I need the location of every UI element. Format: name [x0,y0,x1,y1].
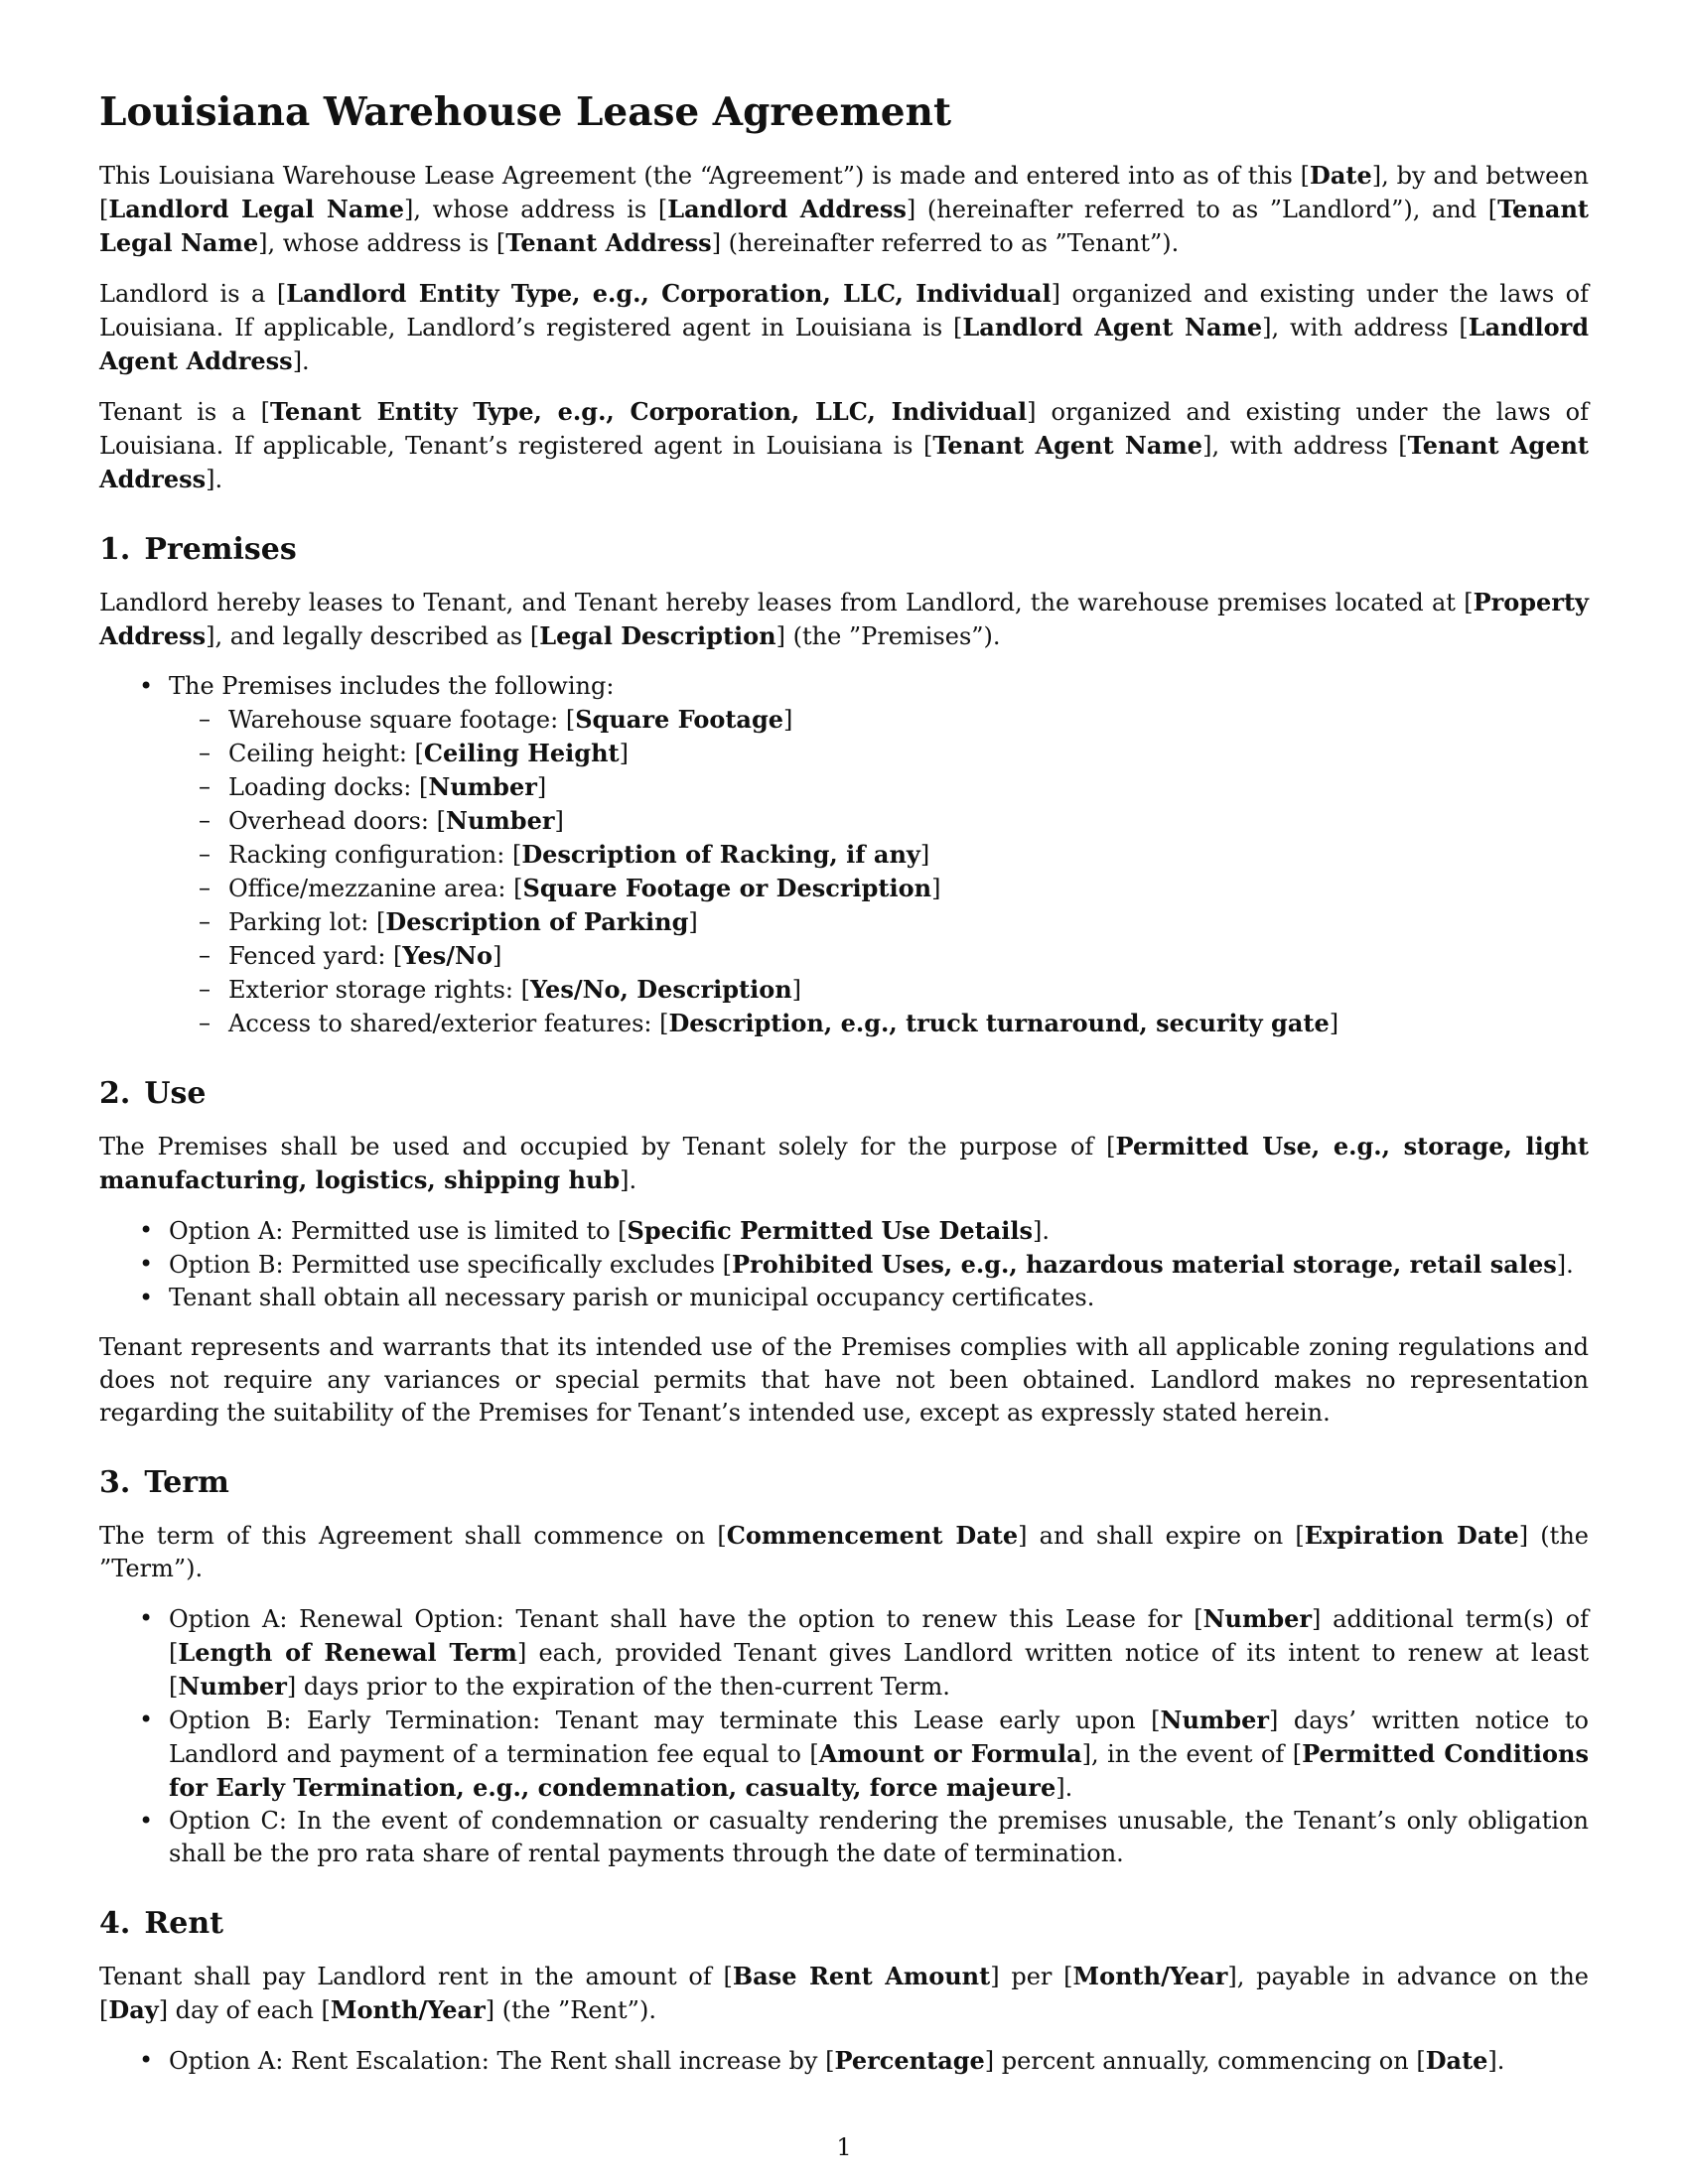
use-options-list [99,1214,1589,1314]
placeholder-field: Square Footage [575,705,784,734]
placeholder-field: Month/Year [330,1995,486,2024]
page-number: 1 [836,2133,852,2161]
placeholder-field: Number [1160,1706,1269,1734]
placeholder-field: Base Rent Amount [732,1962,991,1990]
placeholder-field: Ceiling Height [423,739,620,767]
term-option-a: • Option A: Renewal Option: Tenant shall have the option to renew this Lease for [Number] additional term(s) of [Length of Renewal Term] each, provided Tenant gives Landlord written notice of its intent to renew at least [Number] days prior to the expiration of the then-current Term. [99,1602,1589,1704]
intro-parties-paragraph: This Louisiana Warehouse Lease Agreement (the “Agreement”) is made and entered into as of this [Date], by and between [Landlord Legal Name], whose address is [Landlord Address] (hereinafter referred to as ”Landlord”), and [Tenant Legal Name], whose address is [Tenant Address] (hereinafter referred to as ”Tenant”). [99,161,1590,257]
placeholder-field: Day [108,1995,159,2024]
placeholder-field: Landlord Agent Address [99,313,1590,375]
premises-bullet [99,670,1589,1040]
section-term-heading [99,1463,1589,1503]
placeholder-field: Number [178,1672,287,1701]
section-title: Use [144,1076,207,1111]
intro-landlord-paragraph: Landlord is a [Landlord Entity Type, e.g., Corporation, LLC, Individual] organized and existing under the laws of Louisiana. If applicable, Landlord’s registered agent in Louisiana is [Landlord Agent Name], with address [Landlord Agent Address]. [99,279,1590,375]
placeholder-field: Tenant Agent Name [932,431,1203,460]
premises-paragraph: Landlord hereby leases to Tenant, and Tenant hereby leases from Landlord, the warehouse premises located at [Property Address], and legally described as [Legal Description] (the ”Premises”). [99,588,1589,650]
placeholder-field: Description of Racking, if any [521,840,920,869]
placeholder-field: Yes/No, Description [530,975,792,1004]
section-title: Rent [144,1906,224,1941]
placeholder-field: Legal Description [539,621,776,650]
term-option-b: • Option B: Early Termination: Tenant may terminate this Lease early upon [Number] days’ written notice to Landlord and payment of a termination fee equal to [Amount or Formula], in the event of [Permitted Conditions for Early Termination, e.g., condemnation, casualty, force majeure]. [99,1704,1589,1805]
section-number: 1. [99,532,131,567]
feature-item: – Parking lot: [Description of Parking] [169,905,1589,939]
feature-item: – Access to shared/exterior features: [Description, e.g., truck turnaround, security gate] [169,1007,1589,1040]
section-title: Term [144,1465,229,1500]
placeholder-field: Description, e.g., truck turnaround, security gate [668,1009,1330,1037]
placeholder-field: Permitted Conditions for Early Termination, e.g., condemnation, casualty, force majeure [169,1739,1589,1802]
placeholder-field: Tenant Legal Name [99,195,1589,257]
section-rent-heading [99,1904,1589,1944]
premises-list [99,670,1589,1040]
placeholder-field: Tenant Entity Type, e.g., Corporation, LLC, Individual [269,397,1028,426]
placeholder-field: Commencement Date [726,1521,1019,1550]
feature-item: – Office/mezzanine area: [Square Footage or Description] [169,872,1589,905]
section-number: 2. [99,1076,131,1111]
term-options-list [99,1602,1589,1870]
section-premises-heading [99,530,1589,570]
use-warranty-paragraph: Tenant represents and warrants that its intended use of the Premises complies with all applicable zoning regulations and does not require any variances or special permits that have not been obtained. Landlord makes no representation regarding the suitability of the Premises for Tenant’s intended use, except as expressly stated herein. [99,1333,1589,1427]
section-number: 4. [99,1906,131,1941]
placeholder-field: Landlord Entity Type, e.g., Corporation, LLC, Individual [286,279,1052,308]
document-page [99,87,1589,2095]
placeholder-field: Expiration Date [1304,1521,1519,1550]
rent-paragraph: Tenant shall pay Landlord rent in the amount of [Base Rent Amount] per [Month/Year], payable in advance on the [Day] day of each [Month/Year] (the ”Rent”). [99,1962,1589,2024]
section-use-heading [99,1074,1589,1114]
use-option-b: • Option B: Permitted use specifically excludes [Prohibited Uses, e.g., hazardous material storage, retail sales]. [99,1248,1589,1282]
placeholder-field: Number [1202,1604,1313,1633]
feature-item: – Exterior storage rights: [Yes/No, Description] [169,973,1589,1007]
placeholder-field: Landlord Address [667,195,907,223]
placeholder-field: Number [428,772,537,801]
placeholder-field: Tenant Address [505,228,712,257]
placeholder-field: Property Address [99,588,1589,650]
feature-item: – Ceiling height: [Ceiling Height] [169,737,1589,770]
placeholder-field: Landlord Agent Name [962,313,1263,341]
placeholder-field: Square Footage or Description [522,874,932,902]
placeholder-field: Prohibited Uses, e.g., hazardous material storage, retail sales [732,1250,1557,1279]
placeholder-field: Month/Year [1072,1962,1228,1990]
premises-features-list [169,703,1589,1040]
placeholder-field: Percentage [834,2046,985,2075]
feature-item: – Overhead doors: [Number] [169,804,1589,838]
section-title: Premises [144,532,297,567]
placeholder-field: Specific Permitted Use Details [627,1216,1034,1245]
placeholder-field: Amount or Formula [818,1739,1082,1768]
section-number: 3. [99,1465,131,1500]
rent-options-list [99,2044,1589,2078]
term-option-c: • Option C: In the event of condemnation or casualty rendering the premises unusable, the Tenant’s only obligation shall be the pro rata share of rental payments through the date of termination. [99,1805,1589,1870]
premises-bullet-text: The Premises includes the following: [169,672,615,700]
feature-item: – Warehouse square footage: [Square Footage] [169,703,1589,737]
feature-item: – Fenced yard: [Yes/No] [169,939,1589,973]
use-option-a: • Option A: Permitted use is limited to [Specific Permitted Use Details]. [99,1214,1589,1248]
placeholder-field: Length of Renewal Term [178,1638,517,1667]
document-title: Louisiana Warehouse Lease Agreement [99,89,951,135]
intro-tenant-paragraph: Tenant is a [Tenant Entity Type, e.g., Corporation, LLC, Individual] organized and existing under the laws of Louisiana. If applicable, Tenant’s registered agent in Louisiana is [Tenant Agent Name], with address [Tenant Agent Address]. [99,397,1590,493]
placeholder-field: Number [446,806,555,835]
placeholder-field: Permitted Use, e.g., storage, light manufacturing, logistics, shipping hub [99,1132,1590,1194]
placeholder-field: Date [1310,161,1372,190]
placeholder-field: Tenant Agent Address [99,431,1589,493]
placeholder-field: Date [1425,2046,1488,2075]
use-certificates: • Tenant shall obtain all necessary parish or municipal occupancy certificates. [99,1282,1589,1314]
use-paragraph: The Premises shall be used and occupied by Tenant solely for the purpose of [Permitted Use, e.g., storage, light manufacturing, logistics, shipping hub]. [99,1132,1590,1194]
placeholder-field: Yes/No [402,941,492,970]
feature-item: – Loading docks: [Number] [169,770,1589,804]
rent-option-a: • Option A: Rent Escalation: The Rent shall increase by [Percentage] percent annually, commencing on [Date]. [99,2044,1589,2078]
placeholder-field: Landlord Legal Name [108,195,405,223]
term-paragraph: The term of this Agreement shall commence on [Commencement Date] and shall expire on [Expiration Date] (the ”Term”). [99,1521,1589,1582]
placeholder-field: Description of Parking [385,907,689,936]
feature-item: – Racking configuration: [Description of Racking, if any] [169,838,1589,872]
